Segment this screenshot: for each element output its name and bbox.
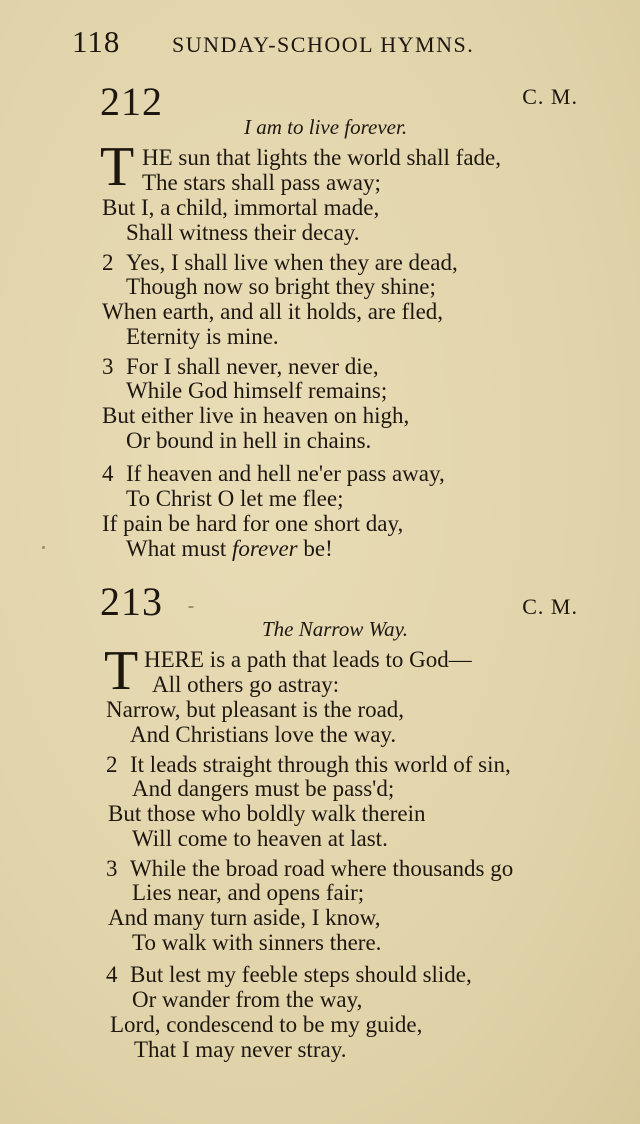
verse-line: But I, a child, immortal made, [102,195,380,220]
verse-line: But those who boldly walk therein [108,801,426,826]
hymn-meter: C. M. [522,594,578,619]
running-head [72,24,542,64]
stanza-number: 2 [106,752,118,777]
verse-line: And Christians love the way. [130,722,397,747]
verse-line: Or bound in hell in chains. [126,428,372,453]
drop-cap: T [104,640,139,702]
stanza-number: 3 [102,354,114,379]
stanza-number: 3 [106,856,118,881]
stanza-number: 2 [102,250,114,275]
verse-text: It leads straight through this world of sin, [130,752,511,777]
hymn-number: 213 [100,579,163,624]
verse-line [106,856,513,882]
verse-text: But lest my feeble steps should slide, [130,962,472,987]
verse-line [126,536,333,562]
stanza-number: 4 [106,962,118,987]
verse-line: To Christ O let me flee; [126,486,344,511]
verse-text: What must [126,536,233,561]
verse-line: Shall witness their decay. [126,220,360,245]
verse-line: All others go astray: [152,672,340,697]
verse-line: But either live in heaven on high, [102,403,410,428]
verse-line [102,461,445,487]
verse-line [106,752,511,778]
verse-line: Or wander from the way, [132,987,363,1012]
paper-speck [42,546,45,549]
verse-line: And dangers must be pass'd; [132,776,395,801]
verse-line: Narrow, but pleasant is the road, [106,697,405,722]
verse-text: be! [297,536,333,561]
verse-line: When earth, and all it holds, are fled, [102,299,444,324]
verse-line [102,354,379,380]
running-title: SUNDAY-SCHOOL HYMNS. [172,32,475,57]
verse-line: And many turn aside, I know, [108,905,381,930]
verse-text: For I shall never, never die, [126,354,379,379]
verse-line [106,962,472,988]
drop-cap: T [100,136,135,198]
hymn-title: The Narrow Way. [262,617,409,641]
verse-line: That I may never stray. [134,1037,347,1062]
paper-speck [188,606,194,608]
hymn-meter: C. M. [522,84,578,109]
verse-line: To walk with sinners there. [132,930,382,955]
verse-text: While the broad road where thousands go [130,856,514,881]
verse-emphasis: forever [232,536,298,561]
verse-line: Lord, condescend to be my guide, [110,1012,423,1037]
verse-line: If pain be hard for one short day, [102,511,404,536]
verse-line: HE sun that lights the world shall fade, [142,145,501,170]
verse-line: The stars shall pass away; [142,170,381,195]
verse-line: Though now so bright they shine; [126,274,436,299]
verse-text: Yes, I shall live when they are dead, [126,250,458,275]
hymn-title: I am to live forever. [244,115,408,139]
verse-text: If heaven and hell ne'er pass away, [126,461,445,486]
page-number: 118 [72,24,121,59]
verse-line: Eternity is mine. [126,324,279,349]
stanza-number: 4 [102,461,114,486]
verse-line [102,250,458,276]
verse-line: While God himself remains; [126,378,388,403]
hymn-number: 212 [100,79,163,124]
verse-line: HERE is a path that leads to God— [144,647,472,672]
verse-line: Will come to heaven at last. [132,826,388,851]
verse-line: Lies near, and opens fair; [132,880,365,905]
